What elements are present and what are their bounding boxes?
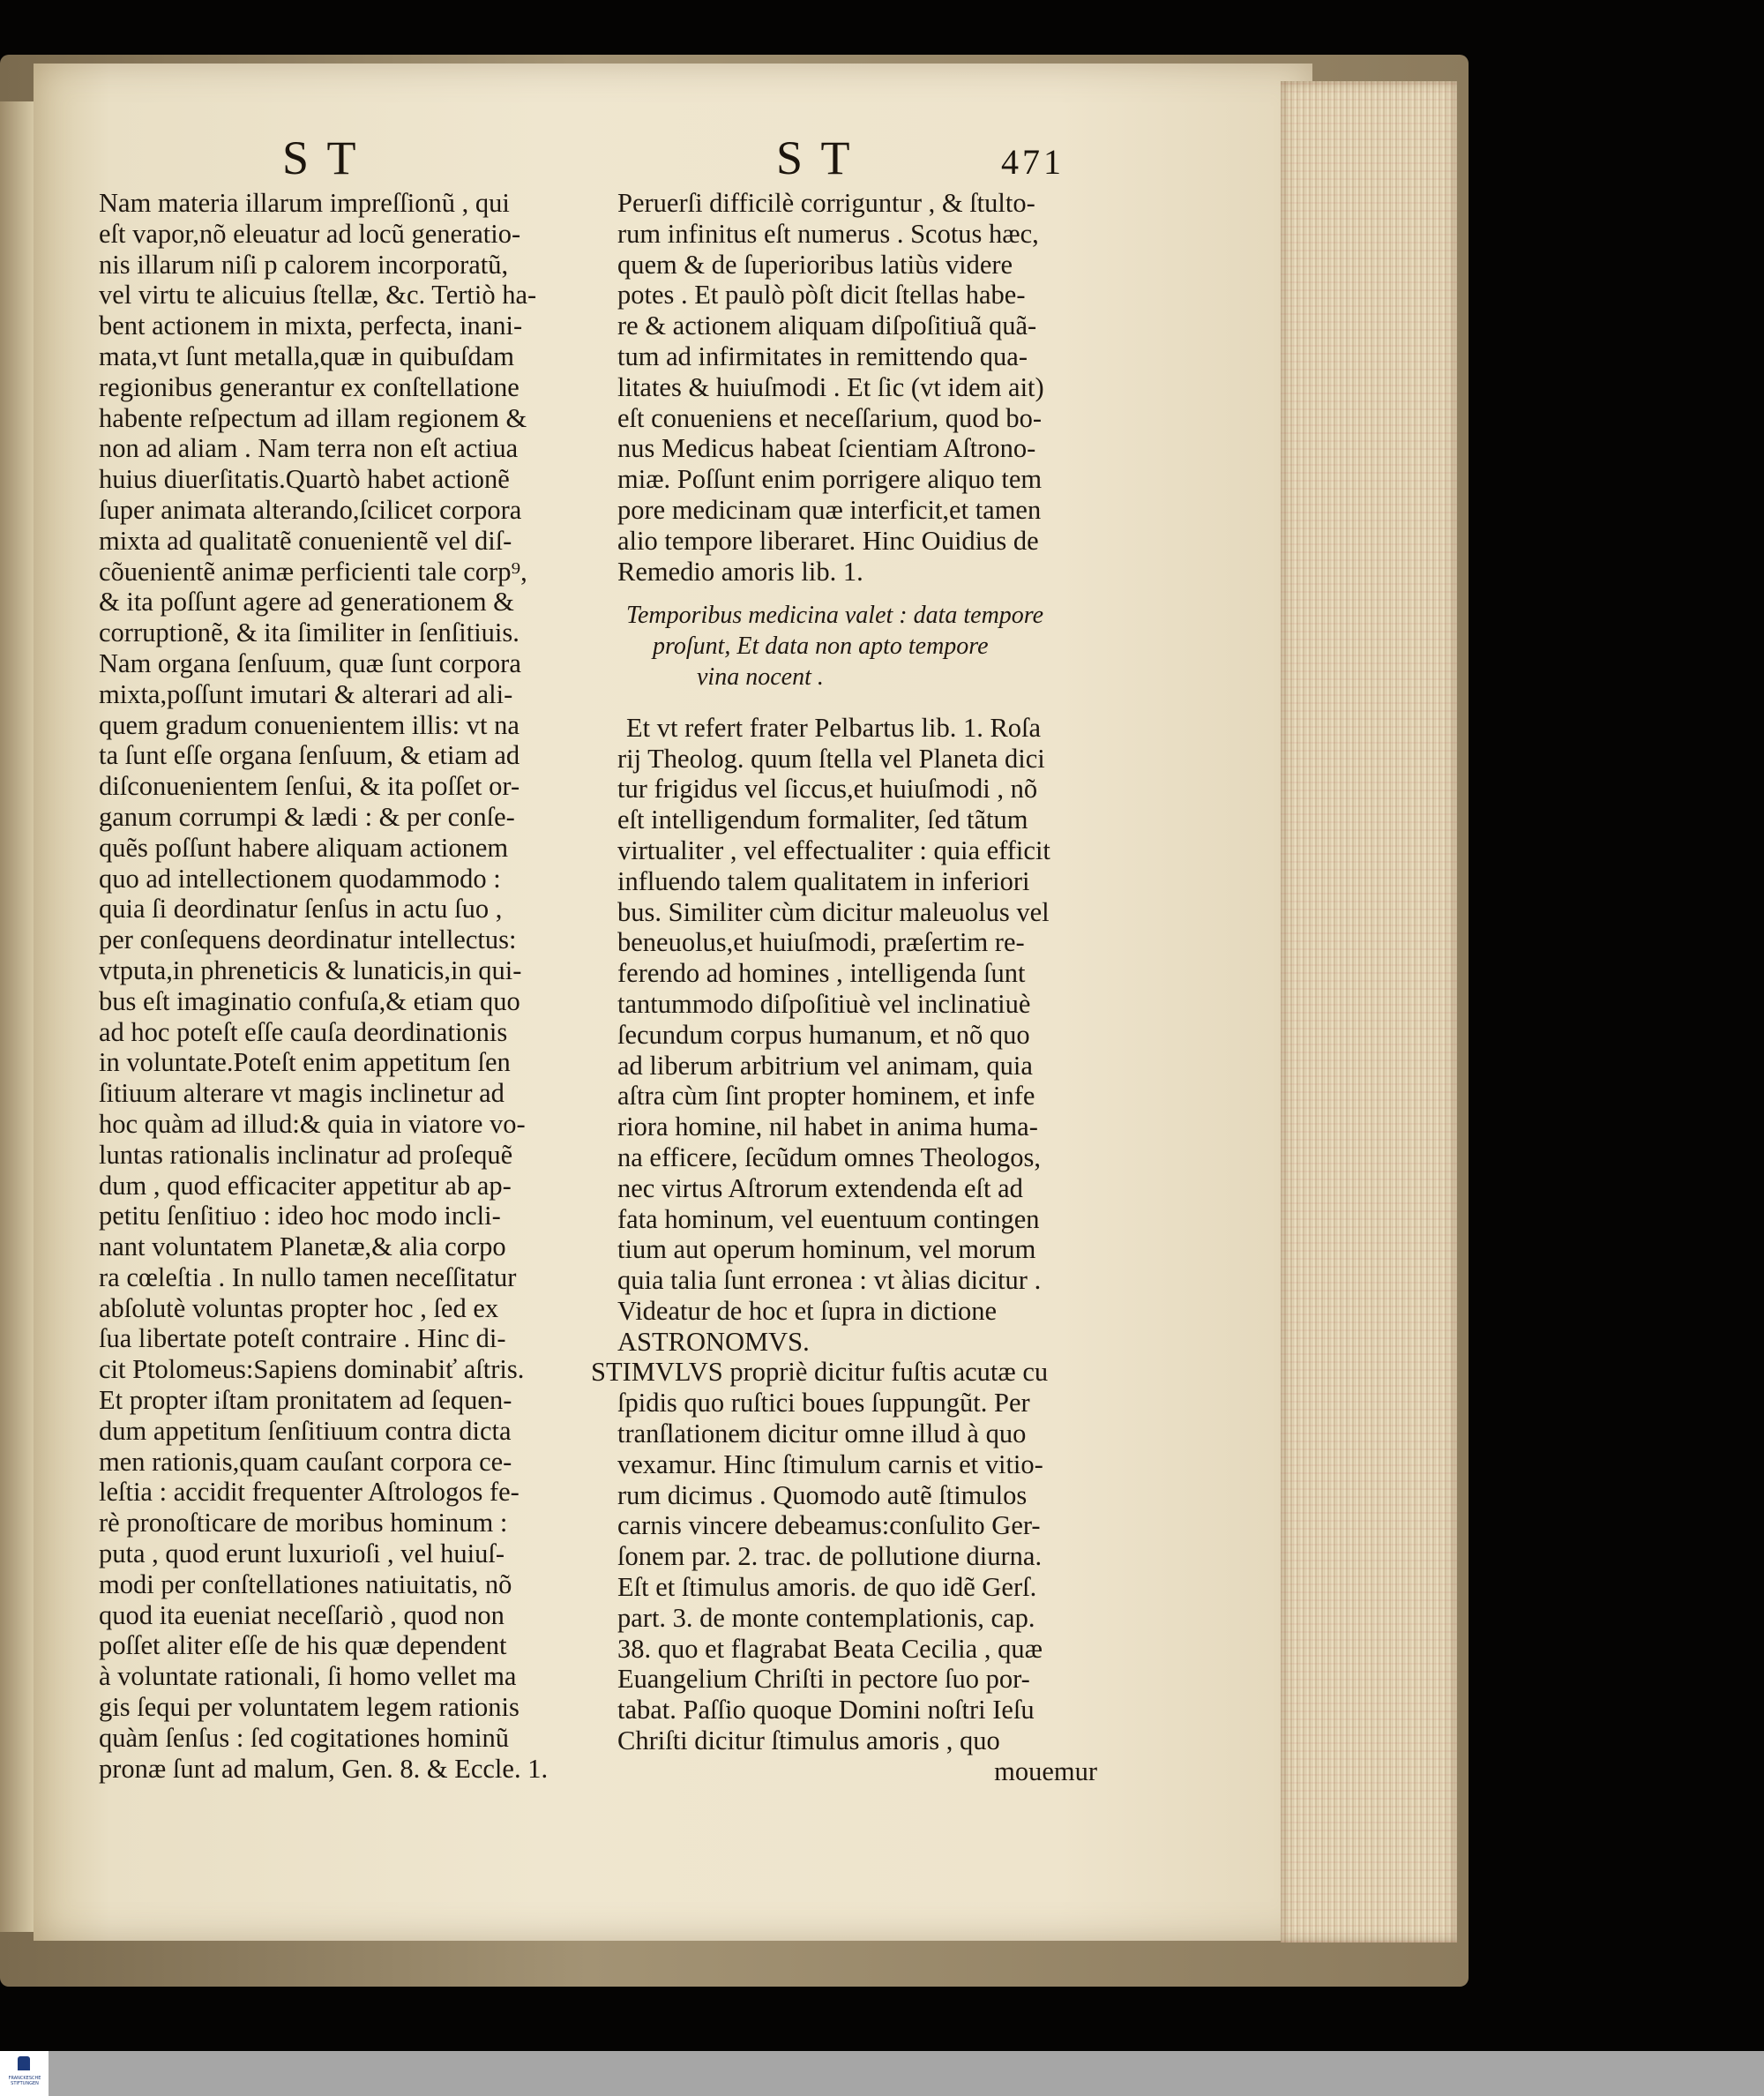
text-line: per conſequens deordinatur intellectus: <box>99 924 517 955</box>
text-line: Remedio amoris lib. 1. <box>617 556 863 587</box>
text-line: tranſlationem dicitur omne illud à quo <box>617 1419 1027 1449</box>
text-line: pronæ ſunt ad malum, Gen. 8. & Eccle. 1. <box>99 1753 549 1784</box>
text-line: mixta ad qualitatẽ conuenientẽ vel diſ- <box>99 525 512 556</box>
text-line: fata hominum, vel euentuum contingen <box>617 1203 1040 1234</box>
text-line: vel virtu te alicuius ſtellæ, &c. Tertiò ha- <box>99 280 537 311</box>
text-line: abſolutè voluntas propter hoc , ſed ex <box>99 1292 499 1323</box>
text-line: virtualiter , vel effectualiter : quia efficit <box>617 835 1050 865</box>
left-column <box>99 188 588 1784</box>
text-line: Nam organa ſenſuum, quæ ſunt corpora <box>99 648 521 678</box>
running-head-center: S T <box>776 131 854 184</box>
text-line: non ad aliam . Nam terra non eſt actiua <box>99 433 519 464</box>
text-line: re & actionem aliquam diſpoſitiuã quã- <box>617 311 1037 341</box>
text-line: na efficere, ſecũdum omnes Theologos, <box>617 1142 1041 1172</box>
text-line: luntas rationalis inclinatur ad proſequẽ <box>99 1139 513 1170</box>
text-line: tantummodo diſpoſitiuè vel inclinatiuè <box>617 988 1031 1019</box>
text-line: potes . Et paulò pòſt dicit ſtellas habe- <box>617 280 1026 311</box>
text-line: quem gradum conuenientem illis: vt na <box>99 709 519 740</box>
verse-line: vina nocent . <box>697 662 824 691</box>
text-line: leſtia : accidit frequenter Aſtrologos fe- <box>99 1477 519 1508</box>
right-column-paragraph <box>617 713 1102 1358</box>
text-line: mixta,poſſunt imutari & alterari ad ali- <box>99 678 513 709</box>
text-line: ſonem par. 2. trac. de pollutione diurna. <box>617 1541 1043 1572</box>
text-line: Videatur de hoc et ſupra in dictione <box>617 1295 998 1326</box>
left-page-edge <box>0 101 35 1932</box>
page-number: 471 <box>1001 142 1065 182</box>
text-line: gis ſequi per voluntatem legem rationis <box>99 1692 519 1723</box>
text-line: bent actionem in mixta, perfecta, inani- <box>99 311 523 341</box>
text-line: dum appetitum ſenſitiuum contra dicta <box>99 1415 512 1446</box>
text-line: bus eſt imaginatio confuſa,& etiam quo <box>99 985 520 1016</box>
text-line: aſtra cùm ſint propter hominem, et infe <box>617 1081 1035 1112</box>
text-line: corruptionẽ, & ita ſimiliter in ſenſitiuis. <box>99 618 519 648</box>
text-line: Et vt refert frater Pelbartus lib. 1. Roſa <box>626 712 1042 743</box>
text-line: dum , quod efficaciter appetitur ab ap- <box>99 1170 512 1201</box>
logo-text: FRANCKESCHE STIFTUNGEN <box>8 2076 41 2086</box>
text-line: ſuper animata alterando,ſcilicet corpora <box>99 494 522 525</box>
text-line: beneuolus,et huiuſmodi, præſertim re- <box>617 927 1025 958</box>
spacer <box>617 693 1102 713</box>
text-line: à voluntate rationali, ſi homo vellet ma <box>99 1661 517 1692</box>
text-line: Nam materia illarum impreſſionũ , qui <box>99 188 510 218</box>
verse-line: Temporibus medicina valet : data tempore <box>626 602 1044 630</box>
running-head-left: S T <box>282 131 360 184</box>
text-line: ganum corrumpi & lædi : & per conſe- <box>99 801 515 832</box>
text-line: tum ad infirmitates in remittendo qua- <box>617 341 1028 371</box>
text-line: ad liberum arbitrium vel animam, quia <box>617 1050 1033 1081</box>
text-line: Euangelium Chriſti in pectore ſuo por- <box>617 1664 1030 1695</box>
text-line: rum dicimus . Quomodo autẽ ſtimulos <box>617 1479 1028 1510</box>
text-line: nus Medicus habeat ſcientiam Aſtrono- <box>617 433 1036 464</box>
text-line: quàm ſenſus : ſed cogitationes hominũ <box>99 1722 510 1753</box>
text-line: bus. Similiter cùm dicitur maleuolus vel <box>617 896 1050 927</box>
stimulus-entry <box>591 1357 1102 1756</box>
text-line: huius diuerſitatis.Quartò habet actionẽ <box>99 464 510 495</box>
text-line: vexamur. Hinc ſtimulum carnis et vitio- <box>617 1448 1043 1479</box>
text-line: ta ſunt eſſe organa ſenſuum, & etiam ad <box>99 740 520 771</box>
text-line: quẽs poſſunt habere aliquam actionem <box>99 832 509 863</box>
right-column-paragraph <box>617 188 1102 587</box>
text-line: tabat. Paſſio quoque Domini noſtri Ieſu <box>617 1695 1035 1725</box>
text-line: nec virtus Aſtrorum extendenda eſt ad <box>617 1172 1023 1203</box>
text-line: Et propter iſtam pronitatem ad ſequen- <box>99 1385 512 1416</box>
text-line: quo ad intellectionem quodammodo : <box>99 863 501 894</box>
text-line: eſt vapor,nõ eleuatur ad locũ generatio- <box>99 218 521 249</box>
text-line: diſconuenientem ſenſui, & ita poſſet or- <box>99 771 520 802</box>
text-line: part. 3. de monte contemplationis, cap. <box>617 1602 1035 1633</box>
text-line: quia talia ſunt erronea : vt àlias dicitur . <box>617 1265 1042 1296</box>
text-line: puta , quod erunt luxurioſi , vel huiuſ- <box>99 1538 505 1569</box>
text-line: riora homine, nil habet in anima huma- <box>617 1112 1038 1142</box>
text-line: habente reſpectum ad illam regionem & <box>99 402 527 433</box>
text-line: rum infinitus eſt numerus . Scotus hæc, <box>617 218 1039 249</box>
text-line: rè pronoſticare de moribus hominum : <box>99 1508 508 1538</box>
spacer <box>617 587 1102 601</box>
text-line: STIMVLVS propriè dicitur fuſtis acutæ cu <box>591 1357 1049 1388</box>
text-line: Peruerſi difficilè corriguntur , & ſtulto- <box>617 188 1035 218</box>
text-line: ſitiuum alterare vt magis inclinetur ad <box>99 1078 505 1109</box>
text-line: hoc quàm ad illud:& quia in viatore vo- <box>99 1108 526 1139</box>
text-line: ferendo ad homines , intelligenda ſunt <box>617 958 1026 989</box>
text-line: ſecundum corpus humanum, et nõ quo <box>617 1019 1030 1050</box>
text-line: nant voluntatem Planetæ,& alia corpo <box>99 1231 506 1262</box>
ovid-verse <box>617 601 1102 692</box>
text-line: petitu ſenſitiuo : ideo hoc modo incli- <box>99 1201 501 1231</box>
text-line: nis illarum niſi p calorem incorporatũ, <box>99 249 509 280</box>
text-line: ra cœleſtia . In nullo tamen neceſſitatur <box>99 1261 517 1292</box>
text-line: 38. quo et flagrabat Beata Cecilia , quæ <box>617 1633 1043 1664</box>
text-line: cõuenientẽ animæ perficienti tale corp⁹, <box>99 556 527 587</box>
text-line: mata,vt ſunt metalla,quæ in quibuſdam <box>99 341 514 371</box>
text-line: poſſet aliter eſſe de his quæ dependent <box>99 1630 507 1661</box>
building-icon <box>18 2056 30 2070</box>
text-line: quod ita eueniat neceſſariò , quod non <box>99 1599 505 1630</box>
text-line: quia ſi deordinatur ſenſus in actu ſuo , <box>99 894 503 924</box>
text-line: ſpidis quo ruſtici boues ſuppungũt. Per <box>617 1388 1030 1419</box>
text-line: vtputa,in phreneticis & lunaticis,in qui- <box>99 954 522 985</box>
text-line: tium aut operum hominum, vel morum <box>617 1234 1036 1265</box>
text-line: regionibus generantur ex conſtellatione <box>99 371 519 402</box>
text-line: influendo talem qualitatem in inferiori <box>617 865 1030 896</box>
verse-line: proſunt, Et data non apto tempore <box>653 633 989 661</box>
text-line: Eſt et ſtimulus amoris. de quo idẽ Gerſ. <box>617 1572 1037 1603</box>
text-line: ſua libertate poteſt contraire . Hinc di- <box>99 1323 506 1354</box>
catchword: mouemur <box>994 1755 1097 1786</box>
text-line: quem & de ſuperioribus latiùs videre <box>617 249 1013 280</box>
text-line: modi per conſtellationes natiuitatis, nõ <box>99 1568 512 1599</box>
text-line: eſt conueniens et neceſſarium, quod bo- <box>617 402 1043 433</box>
text-line: carnis vincere debeamus:conſulito Ger- <box>617 1510 1041 1541</box>
text-line: eſt intelligendum formaliter, ſed tãtum <box>617 805 1028 835</box>
text-line: litates & huiuſmodi . Et ſic (vt idem ait) <box>617 371 1044 402</box>
text-line: ad hoc poteſt eſſe cauſa deordinationis <box>99 1016 508 1047</box>
page-edges <box>1281 81 1457 1943</box>
text-line: Chriſti dicitur ſtimulus amoris , quo <box>617 1725 1000 1756</box>
text-line: pore medicinam quæ interficit,et tamen <box>617 494 1042 525</box>
text-line: in voluntate.Poteſt enim appetitum ſen <box>99 1047 511 1078</box>
text-line: cit Ptolomeus:Sapiens dominabiť aſtris. <box>99 1354 525 1385</box>
text-line: alio tempore liberaret. Hinc Ouidius de <box>617 525 1039 556</box>
viewer-footer-bar <box>0 2051 1764 2096</box>
text-line: miæ. Poſſunt enim porrigere aliquo tem <box>617 464 1043 495</box>
text-line: tur frigidus vel ſiccus,et huiuſmodi , nõ <box>617 774 1038 805</box>
text-line: & ita poſſunt agere ad generationem & <box>99 587 514 618</box>
text-line: men rationis,quam cauſant corpora ce- <box>99 1446 512 1477</box>
right-column <box>591 188 1102 1787</box>
library-logo[interactable] <box>0 2051 49 2096</box>
text-line: rij Theolog. quum ſtella vel Planeta dici <box>617 743 1045 774</box>
text-line: ASTRONOMVS. <box>617 1326 810 1357</box>
